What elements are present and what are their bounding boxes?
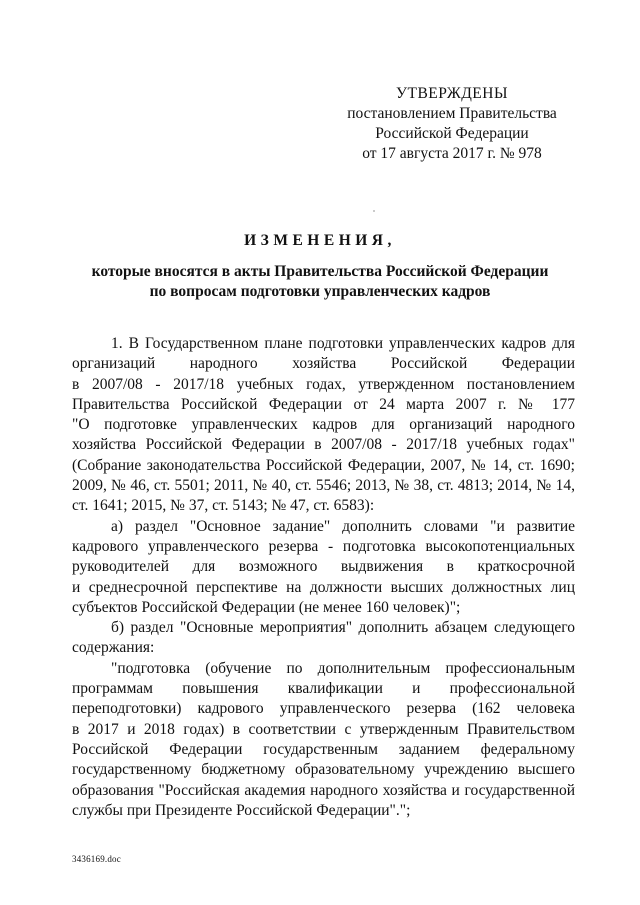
text-line: службы при Президенте Российской Федерации"."; [72,801,411,819]
subtitle-line: по вопросам подготовки управленческих кадров [149,283,491,300]
paragraph-3 [72,618,575,659]
text-line: ст. 1641; 2015, № 37, ст. 5143; № 47, ст. 6583): [72,497,375,515]
text-line: "подготовка (обучение по дополнительным профессиональным [111,659,575,677]
document-body [72,334,575,821]
document-subtitle [60,262,580,302]
paragraph-1 [72,334,575,517]
text-line: руководителей для возможного выдвижения в краткосрочной [72,558,575,576]
paragraph-2 [72,517,575,618]
text-line: Правительства Российской Федерации от 24 марта 2007 г. № 177 [72,395,575,413]
text-line: содержания: [72,639,155,657]
text-line: организаций народного хозяйства Российской Федерации [72,355,575,373]
text-line: 1. В Государственном плане подготовки управленческих кадров для [111,335,575,352]
text-line: хозяйства Российской Федерации в 2007/08 - 2017/18 учебных годах" [72,436,575,454]
approval-date-number: от 17 августа 2017 г. № 978 [362,145,542,162]
text-line: в 2007/08 - 2017/18 учебных годах, утвержденном постановлением [72,375,575,393]
text-line: кадрового управленческого резерва - подготовка высокопотенциальных [72,537,575,555]
text-line: образования "Российская академия народного хозяйства и государственной [72,781,575,799]
text-line: а) раздел "Основное задание" дополнить словами "и развитие [111,517,575,535]
text-line: (Собрание законодательства Российской Федерации, 2007, № 14, ст. 1690; [72,456,575,474]
text-line: и среднесрочной перспективе на должности высших должностных лиц [72,578,575,596]
approval-stamp [340,84,564,164]
file-name-footer: 3436169.doc [72,854,121,864]
text-line: "О подготовке управленческих кадров для организаций народного [72,416,575,434]
text-line: государственному бюджетному образовательному учреждению высшего [72,761,575,779]
text-line: 2009, № 46, ст. 5501; 2011, № 40, ст. 5546; 2013, № 38, ст. 4813; 2014, № 14, [72,477,575,495]
text-line: программам повышения квалификации и профессиональной [72,680,575,698]
paragraph-4 [72,659,575,821]
text-line: субъектов Российской Федерации (не менее 160 человек)"; [72,598,461,616]
approval-title: УТВЕРЖДЕНЫ [396,85,508,102]
subtitle-line: которые вносятся в акты Правительства Российской Федерации [91,263,549,280]
text-line: Российской Федерации государственным заданием федеральному [72,740,575,758]
document-title: ИЗМЕНЕНИЯ, [244,232,396,249]
text-line: переподготовки) кадрового управленческого резерва (162 человека [72,700,575,718]
text-line: в 2017 и 2018 годах) в соответствии с утвержденным Правительством [72,720,575,738]
text-line: б) раздел "Основные мероприятия" дополнить абзацем следующего [111,619,575,637]
scan-speck [373,210,375,212]
approval-line: Российской Федерации [375,125,529,142]
approval-line: постановлением Правительства [347,105,557,122]
